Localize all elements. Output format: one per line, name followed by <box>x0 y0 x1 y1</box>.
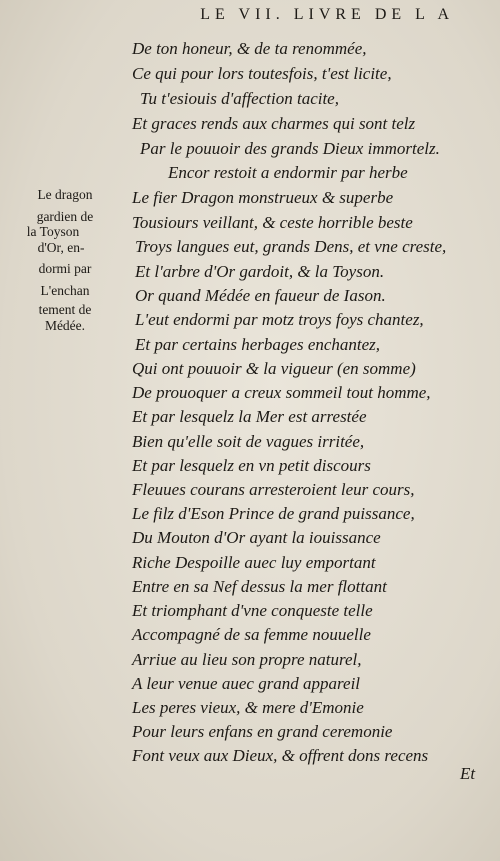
verse-line: Arriue au lieu son propre naturel, <box>132 650 362 669</box>
verse-line: Et par lesquelz la Mer est arrestée <box>132 407 367 426</box>
verse-line: A leur venue auec grand appareil <box>132 674 361 693</box>
verse-line: Entre en sa Nef dessus la mer flottant <box>132 577 387 596</box>
catchword: Et <box>460 764 476 783</box>
marginal-note-line: d'Or, en- <box>37 240 85 255</box>
verse-line: Riche Despoille auec luy emportant <box>132 553 376 572</box>
verse-line: Du Mouton d'Or ayant la iouissance <box>132 528 381 547</box>
verse-line: Et l'arbre d'Or gardoit, & la Toyson. <box>135 262 385 281</box>
verse-line: Tu t'esiouis d'affection tacite, <box>140 89 339 108</box>
verse-line: De prouoquer a creux sommeil tout homme, <box>132 383 431 402</box>
verse-line: Par le pouuoir des grands Dieux immortelz. <box>140 139 440 158</box>
verse-line: Bien qu'elle soit de vagues irritée, <box>132 432 365 451</box>
verse-line: Encor restoit a endormir par herbe <box>168 163 408 182</box>
verse-line: Les peres vieux, & mere d'Emonie <box>132 698 364 717</box>
verse-line: Et triomphant d'vne conqueste telle <box>132 601 373 620</box>
verse-line: De ton honeur, & de ta renommée, <box>132 39 367 58</box>
verse-line: Et par certains herbages enchantez, <box>135 335 381 354</box>
verse-line: Or quand Médée en faueur de Iason. <box>135 286 386 305</box>
verse-line: Font veux aux Dieux, & offrent dons recens <box>132 746 429 765</box>
marginal-note-line: gardien de <box>36 209 94 224</box>
verse-line: Ce qui pour lors toutesfois, t'est licite, <box>132 64 392 83</box>
verse-line: Et graces rends aux charmes qui sont telz <box>132 114 416 133</box>
verse-line: Et par lesquelz en vn petit discours <box>132 456 371 475</box>
running-header: LE VII. LIVRE DE L A <box>200 6 454 23</box>
verse-line: Pour leurs enfans en grand ceremonie <box>132 722 393 741</box>
verse-line: Le filz d'Eson Prince de grand puissance, <box>132 504 415 523</box>
verse-line: Tousiours veillant, & ceste horrible beste <box>132 213 413 232</box>
marginal-note-line: tement de <box>38 302 92 317</box>
verse-line: Accompagné de sa femme nouuelle <box>132 625 371 644</box>
verse-line: L'eut endormi par motz troys foys chantez, <box>135 310 424 329</box>
verse-line: Fleuues courans arresteroient leur cours, <box>132 480 415 499</box>
marginal-note-line: Médée. <box>44 318 86 333</box>
verse-line: Troys langues eut, grands Dens, et vne creste, <box>135 237 447 256</box>
marginal-note-line: Le dragon <box>37 187 93 202</box>
verse-line: Qui ont pouuoir & la vigueur (en somme) <box>132 359 416 378</box>
marginal-note-line: L'enchan <box>40 283 90 298</box>
verse-line: Le fier Dragon monstrueux & superbe <box>132 188 394 207</box>
marginal-note-line: dormi par <box>38 261 92 276</box>
marginal-note-line: la Toyson <box>26 224 80 239</box>
